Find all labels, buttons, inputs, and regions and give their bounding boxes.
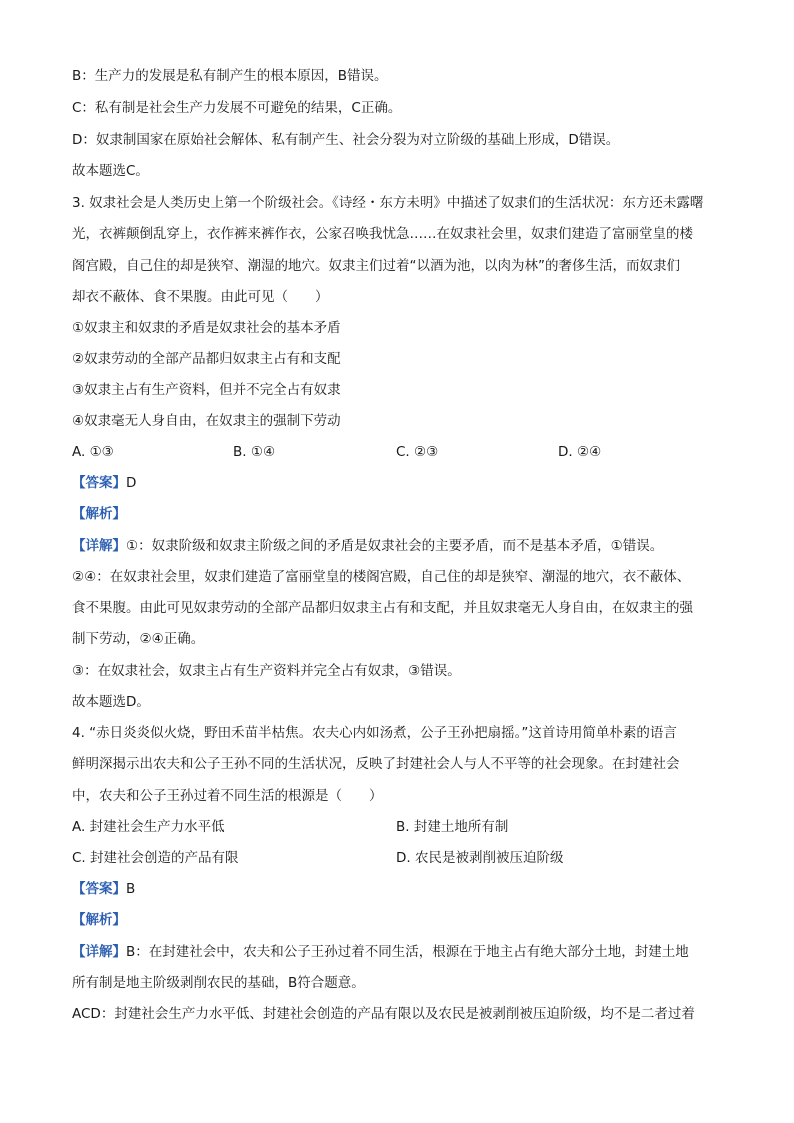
detail-tag: 【详解】 — [72, 944, 126, 960]
q4-option-c: C. 封建社会创造的产品有限 — [72, 850, 239, 866]
answer-tag: 【答案】 — [72, 881, 126, 897]
q3-detail-line: ②④：在奴隶社会里，奴隶们建造了富丽堂皇的楼阁宫殿，自己住的却是狭窄、潮湿的地穴，衣不蔽体、 — [72, 569, 691, 585]
q3-stem-line: 阁宫殿，自己住的却是狭窄、潮湿的地穴。奴隶主们过着“以酒为池，以肉为林”的奢侈生活，而奴隶们 — [72, 258, 680, 274]
analysis-line-d: D：奴隶制国家在原始社会解体、私有制产生、社会分裂为对立阶级的基础上形成，D错误。 — [72, 132, 620, 148]
detail-tag: 【详解】 — [72, 538, 126, 554]
q4-detail-line: ACD：封建社会生产力水平低、封建社会创造的产品有限以及农民是被剥削被压迫阶级，均不是二者过着 — [72, 1006, 695, 1022]
analysis-tag: 【解析】 — [72, 912, 126, 928]
q3-answer — [72, 473, 732, 493]
q3-stem-line: 光，衣裤颠倒乱穿上，衣作裤来裤作衣，公家召唤我忧急……在奴隶社会里，奴隶们建造了富丽堂皇的楼 — [72, 226, 693, 242]
q4-option-a: A. 封建社会生产力水平低 — [72, 819, 225, 835]
q3-stem-line: 却衣不蔽体、食不果腹。由此可见（ ） — [72, 289, 329, 305]
q3-item: ①奴隶主和奴隶的矛盾是奴隶社会的基本矛盾 — [72, 320, 341, 336]
detail-text: B：在封建社会中，农夫和公子王孙过着不同生活，根源在于地主占有绝大部分土地，封建土地 — [126, 944, 689, 960]
q3-option-c: C. ②③ — [396, 444, 439, 460]
q3-item: ④奴隶毫无人身自由，在奴隶主的强制下劳动 — [72, 413, 341, 429]
analysis-line-b: B：生产力的发展是私有制产生的根本原因，B错误。 — [72, 68, 388, 84]
answer-value: D — [126, 475, 137, 491]
answer-summary: 故本题选C。 — [72, 163, 149, 179]
q3-item: ③奴隶主占有生产资料，但并不完全占有奴隶 — [72, 382, 341, 398]
q3-option-a: A. ①③ — [72, 444, 114, 460]
detail-text: ①：奴隶阶级和奴隶主阶级之间的矛盾是奴隶社会的主要矛盾，而不是基本矛盾，①错误。 — [126, 538, 664, 554]
q3-detail-line: 食不果腹。由此可见奴隶劳动的全部产品都归奴隶主占有和支配，并且奴隶毫无人身自由，在奴隶主的强 — [72, 600, 693, 616]
answer-tag: 【答案】 — [72, 475, 126, 491]
answer-value: B — [126, 881, 136, 897]
analysis-tag: 【解析】 — [72, 506, 126, 522]
q3-stem-line: 3. 奴隶社会是人类历史上第一个阶级社会。《诗经・东方未明》中描述了奴隶们的生活状况：东方还未露曙 — [72, 195, 704, 211]
q4-detail-line: 所有制是地主阶级剥削农民的基础，B符合题意。 — [72, 975, 365, 991]
q4-detail-line — [72, 942, 732, 962]
q3-analysis-heading — [72, 504, 732, 524]
q3-detail-line — [72, 536, 732, 556]
q3-option-d: D. ②④ — [558, 444, 602, 460]
q3-summary: 故本题选D。 — [72, 694, 150, 710]
q4-option-d: D. 农民是被剥削被压迫阶级 — [396, 850, 564, 866]
q4-stem-line: 中，农夫和公子王孙过着不同生活的根源是（ ） — [72, 788, 383, 804]
q4-stem-line: 4. “赤日炎炎似火烧，野田禾苗半枯焦。农夫心内如汤煮，公子王孙把扇摇。”这首诗用简单朴素的语言 — [72, 725, 677, 741]
q3-item: ②奴隶劳动的全部产品都归奴隶主占有和支配 — [72, 351, 341, 367]
q4-stem-line: 鲜明深揭示出农夫和公子王孙不同的生活状况，反映了封建社会人与人不平等的社会现象。在封建社会 — [72, 756, 680, 772]
q3-detail-line: 制下劳动，②④正确。 — [72, 631, 205, 647]
q3-option-b: B. ①④ — [233, 444, 276, 460]
q4-answer — [72, 879, 732, 899]
q3-detail-line: ③：在奴隶社会，奴隶主占有生产资料并完全占有奴隶，③错误。 — [72, 663, 461, 679]
q4-option-b: B. 封建土地所有制 — [396, 819, 509, 835]
analysis-line-c: C：私有制是社会生产力发展不可避免的结果，C正确。 — [72, 100, 402, 116]
q4-analysis-heading — [72, 910, 732, 930]
